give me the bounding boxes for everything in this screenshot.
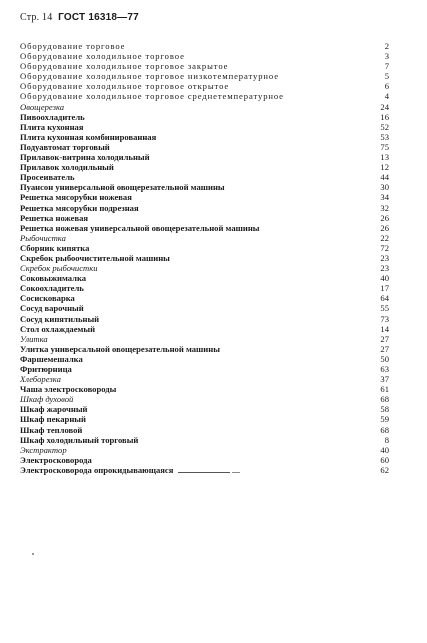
index-entry-term: Решетка ножевая <box>20 212 89 223</box>
index-entry-term: Хлеборезка <box>20 374 61 385</box>
index-entry <box>20 394 389 404</box>
index-entry-term: Шкаф холодильный торговый <box>20 434 139 445</box>
index-entry-page: 72 <box>380 242 389 253</box>
index-entry-term: Шкаф духовой <box>20 394 74 405</box>
index-entry-page: 5 <box>384 71 389 82</box>
index-entry-page: 16 <box>380 111 389 122</box>
index-entry <box>20 172 389 182</box>
index-entry-page: 64 <box>380 293 389 304</box>
index-entry-page: 60 <box>380 454 389 465</box>
index-entry-term: Фритюрница <box>20 364 72 374</box>
index-entry-page: 68 <box>380 394 389 405</box>
index-entry-page: 50 <box>380 353 389 364</box>
index-entry <box>20 81 389 91</box>
index-entry <box>20 344 389 354</box>
index-entry <box>20 122 389 132</box>
index-entry-term: Электросковорода <box>20 454 92 465</box>
index-entry <box>20 364 389 374</box>
end-rule-divider <box>178 472 230 473</box>
index-entry <box>20 435 389 445</box>
index-entry-term: Фаршемешалка <box>20 353 83 364</box>
index-entry-term: Решетка ножевая универсальной овощерезательной машины <box>20 222 260 233</box>
index-entry <box>20 465 389 475</box>
index-entry <box>20 132 389 142</box>
index-entry-page: 26 <box>380 212 389 223</box>
index-entry-page: 23 <box>380 252 389 263</box>
index-entry-page: 13 <box>380 152 389 163</box>
index-entry-term: Овощерезка <box>20 101 65 112</box>
index-entry-term: Пивоохладитель <box>20 111 85 122</box>
index-entry <box>20 374 389 384</box>
index-entry-term: Сокоохладитель <box>20 283 84 294</box>
index-entry-page: 53 <box>380 131 389 142</box>
index-entry <box>20 263 389 273</box>
index-entry-page: 62 <box>380 464 389 475</box>
index-entry-term: Оборудование холодильное торговое закрытое <box>20 61 229 72</box>
index-entry-page: 22 <box>380 232 389 243</box>
index-entry-page: 68 <box>380 424 389 435</box>
index-entry <box>20 404 389 414</box>
index-entry-term: Чаша электросковороды <box>20 384 117 395</box>
index-entry-term: Плита кухонная <box>20 121 84 132</box>
index-entry-page: 58 <box>380 404 389 415</box>
index-entry <box>20 283 389 293</box>
index-entry <box>20 152 389 162</box>
subject-index-list <box>20 41 389 475</box>
index-entry-term: Оборудование торговое <box>20 41 126 51</box>
index-entry-term: Сосуд варочный <box>20 303 84 314</box>
index-entry-page: 4 <box>384 91 389 102</box>
index-entry <box>20 61 389 71</box>
index-entry <box>20 314 389 324</box>
index-entry <box>20 324 389 334</box>
index-entry-term: Соковыжималка <box>20 273 87 284</box>
index-entry-page: 24 <box>380 101 389 112</box>
index-entry-page: 63 <box>380 364 389 374</box>
index-entry-term: Шкаф пекарный <box>20 414 86 425</box>
index-entry-term: Скребок рыбочистки <box>20 263 98 274</box>
index-entry-page: 23 <box>380 263 389 274</box>
index-entry-term: Решетка мясорубки ножевая <box>20 192 132 203</box>
index-entry-term: Улитка <box>20 333 48 344</box>
index-entry <box>20 71 389 81</box>
index-entry <box>20 142 389 152</box>
index-entry-page: 52 <box>380 121 389 132</box>
index-entry-term: Оборудование холодильное торговое <box>20 51 185 62</box>
index-entry-term: Прилавок холодильный <box>20 162 114 173</box>
end-rule-tail-divider <box>232 472 240 473</box>
index-entry-term: Рыбочистка <box>20 232 66 243</box>
index-entry <box>20 51 389 61</box>
index-entry-page: 34 <box>380 192 389 203</box>
index-entry-page: 14 <box>380 323 389 334</box>
index-entry-term: Просеиватель <box>20 172 75 183</box>
index-entry <box>20 253 389 263</box>
index-entry-term: Решетка мясорубки подрезная <box>20 202 139 213</box>
index-entry-term: Сосуд кипятильный <box>20 313 100 324</box>
scan-speck <box>32 553 34 555</box>
index-entry <box>20 203 389 213</box>
index-entry-term: Электросковорода опрокидывающаяся <box>20 464 174 475</box>
index-entry <box>20 425 389 435</box>
index-entry <box>20 192 389 202</box>
index-entry-page: 12 <box>380 162 389 173</box>
index-entry-page: 73 <box>380 313 389 324</box>
index-entry-page: 27 <box>380 333 389 344</box>
index-entry <box>20 455 389 465</box>
index-entry <box>20 41 389 51</box>
index-entry-page: 37 <box>380 374 389 385</box>
index-entry-page: 40 <box>380 273 389 284</box>
index-entry-term: Оборудование холодильное торговое среднетемпературное <box>20 91 284 102</box>
index-entry-page: 40 <box>380 444 389 455</box>
index-entry <box>20 243 389 253</box>
index-entry-page: 75 <box>380 141 389 152</box>
page-number-label: Стр. 14 <box>20 12 53 23</box>
index-entry-term: Экстрактор <box>20 444 67 455</box>
index-entry-page: 30 <box>380 182 389 193</box>
index-entry <box>20 334 389 344</box>
index-entry-page: 55 <box>380 303 389 314</box>
index-entry <box>20 354 389 364</box>
index-entry-term: Прилавок-витрина холодильный <box>20 152 150 163</box>
index-entry <box>20 233 389 243</box>
index-entry <box>20 384 389 394</box>
index-entry <box>20 162 389 172</box>
index-entry <box>20 182 389 192</box>
index-entry-page: 61 <box>380 384 389 395</box>
index-entry-term: Шкаф тепловой <box>20 424 83 435</box>
index-entry-page: 2 <box>384 41 389 51</box>
index-entry <box>20 91 389 101</box>
index-entry-page: 44 <box>380 172 389 183</box>
index-entry <box>20 112 389 122</box>
index-entry <box>20 445 389 455</box>
index-entry <box>20 223 389 233</box>
index-entry-term: Скребок рыбоочистительной машины <box>20 252 170 263</box>
index-entry-term: Улитка универсальной овощерезательной машины <box>20 343 220 354</box>
index-entry-term: Шкаф жарочный <box>20 404 88 415</box>
standard-number: ГОСТ 16318—77 <box>58 12 139 23</box>
index-entry-page: 7 <box>384 61 389 72</box>
index-entry-page: 26 <box>380 222 389 233</box>
index-entry-term: Оборудование холодильное торговое низкотемпературное <box>20 71 279 82</box>
index-entry-page: 59 <box>380 414 389 425</box>
index-entry <box>20 293 389 303</box>
index-entry-page: 3 <box>384 51 389 62</box>
index-entry <box>20 102 389 112</box>
index-entry <box>20 213 389 223</box>
index-entry-page: 6 <box>384 81 389 92</box>
index-entry-term: Подуавтомат торговый <box>20 141 110 152</box>
index-entry-term: Сборник кипятка <box>20 242 90 253</box>
index-entry-term: Стол охлаждаемый <box>20 323 96 334</box>
index-entry <box>20 303 389 313</box>
index-entry <box>20 273 389 283</box>
index-entry-term: Сосисковарка <box>20 293 75 304</box>
index-entry-page: 32 <box>380 202 389 213</box>
index-entry <box>20 414 389 424</box>
page-header <box>20 12 139 23</box>
index-entry-page: 27 <box>380 343 389 354</box>
index-entry-page: 17 <box>380 283 389 294</box>
index-entry-term: Плита кухонная комбинированная <box>20 131 157 142</box>
index-entry-term: Пуансон универсальной овощерезательной машины <box>20 182 225 193</box>
index-entry-term: Оборудование холодильное торговое открытое <box>20 81 230 92</box>
index-entry-page: 8 <box>384 434 389 445</box>
